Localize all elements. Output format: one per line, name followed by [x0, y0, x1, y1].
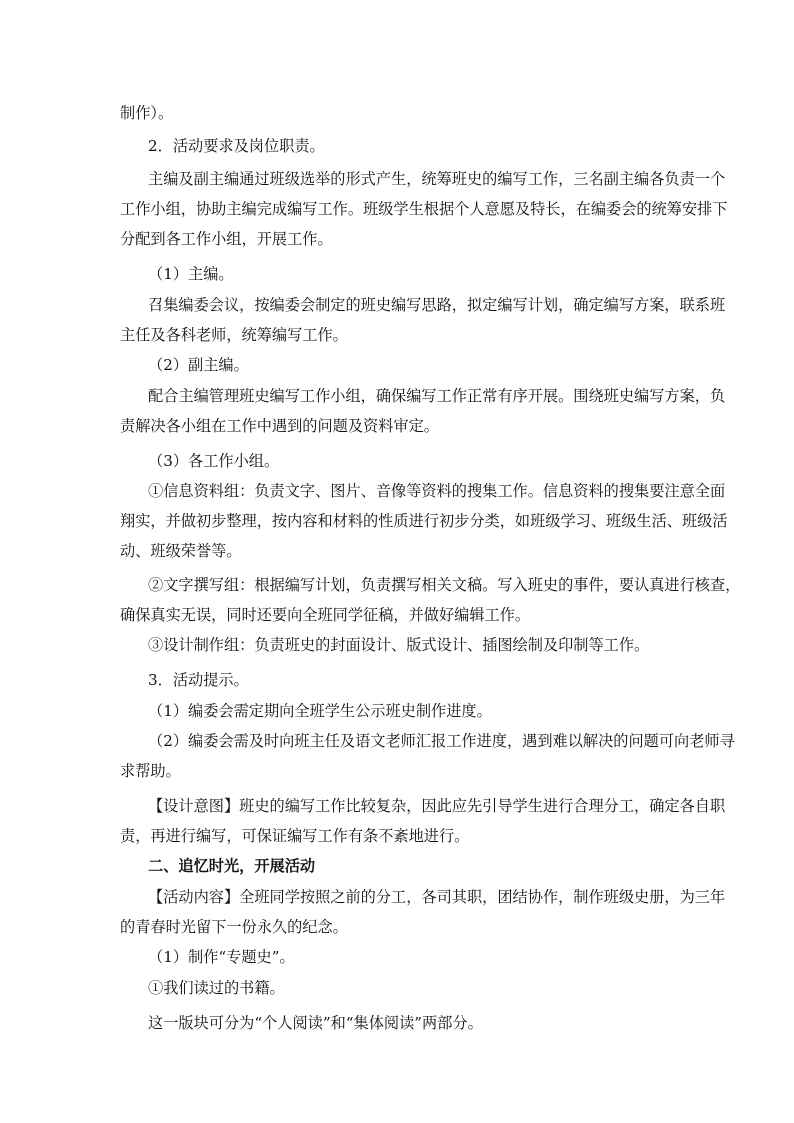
- text-line: 确保真实无误，同时还要向全班同学征稿，并做好编辑工作。: [120, 606, 531, 624]
- text-line: 3．活动提示。: [148, 671, 249, 689]
- text-line: 二、追忆时光，开展活动: [148, 857, 316, 875]
- text-line: 主编及副主编通过班级选举的形式产生，统筹班史的编写工作，三名副主编各负责一个: [148, 170, 726, 188]
- text-line: 动、班级荣誉等。: [120, 542, 242, 560]
- text-line: 翔实，并做初步整理，按内容和材料的性质进行初步分类，如班级学习、班级生活、班级活: [120, 512, 728, 530]
- text-line: （2）编委会需及时向班主任及语文老师汇报工作进度，遇到难以解决的问题可向老师寻: [148, 732, 735, 750]
- text-line: 求帮助。: [120, 762, 181, 780]
- text-line: 责解决各小组在工作中遇到的问题及资料审定。: [120, 417, 439, 435]
- text-line: （3）各工作小组。: [148, 452, 280, 470]
- text-line: 召集编委会议，按编委会制定的班史编写思路，拟定编写计划，确定编写方案，联系班: [148, 296, 726, 314]
- text-line: 主任及各科老师，统筹编写工作。: [120, 326, 348, 344]
- text-line: ②文字撰写组：根据编写计划，负责撰写相关文稿。写入班史的事件，要认真进行核查，: [148, 576, 741, 594]
- text-line: 【活动内容】全班同学按照之前的分工，各司其职，团结协作，制作班级史册，为三年: [148, 888, 726, 906]
- text-line: 的青春时光留下一份永久的纪念。: [120, 918, 348, 936]
- text-line: 这一版块可分为“个人阅读”和“集体阅读”两部分。: [148, 1014, 483, 1032]
- text-line: 2．活动要求及岗位职责。: [148, 137, 325, 155]
- text-line: 工作小组，协助主编完成编写工作。班级学生根据个人意愿及特长，在编委会的统筹安排下: [120, 200, 728, 218]
- text-line: （1）主编。: [148, 265, 234, 283]
- text-line: 配合主编管理班史编写工作小组，确保编写工作正常有序开展。围绕班史编写方案，负: [148, 387, 726, 405]
- text-line: （1）制作“专题史”。: [148, 948, 295, 966]
- text-line: 分配到各工作小组，开展工作。: [120, 230, 333, 248]
- text-line: （1）编委会需定期向全班学生公示班史制作进度。: [148, 702, 492, 720]
- text-line: ①信息资料组：负责文字、图片、音像等资料的搜集工作。信息资料的搜集要注意全面: [148, 482, 726, 500]
- text-line: 责，再进行编写，可保证编写工作有条不紊地进行。: [120, 827, 470, 845]
- text-line: 制作）。: [120, 104, 174, 122]
- text-line: 【设计意图】班史的编写工作比较复杂，因此应先引导学生进行合理分工，确定各自职: [148, 797, 726, 815]
- text-line: （2）副主编。: [148, 356, 249, 374]
- text-line: ③设计制作组：负责班史的封面设计、版式设计、插图绘制及印制等工作。: [148, 636, 650, 654]
- text-line: ①我们读过的书籍。: [148, 979, 285, 997]
